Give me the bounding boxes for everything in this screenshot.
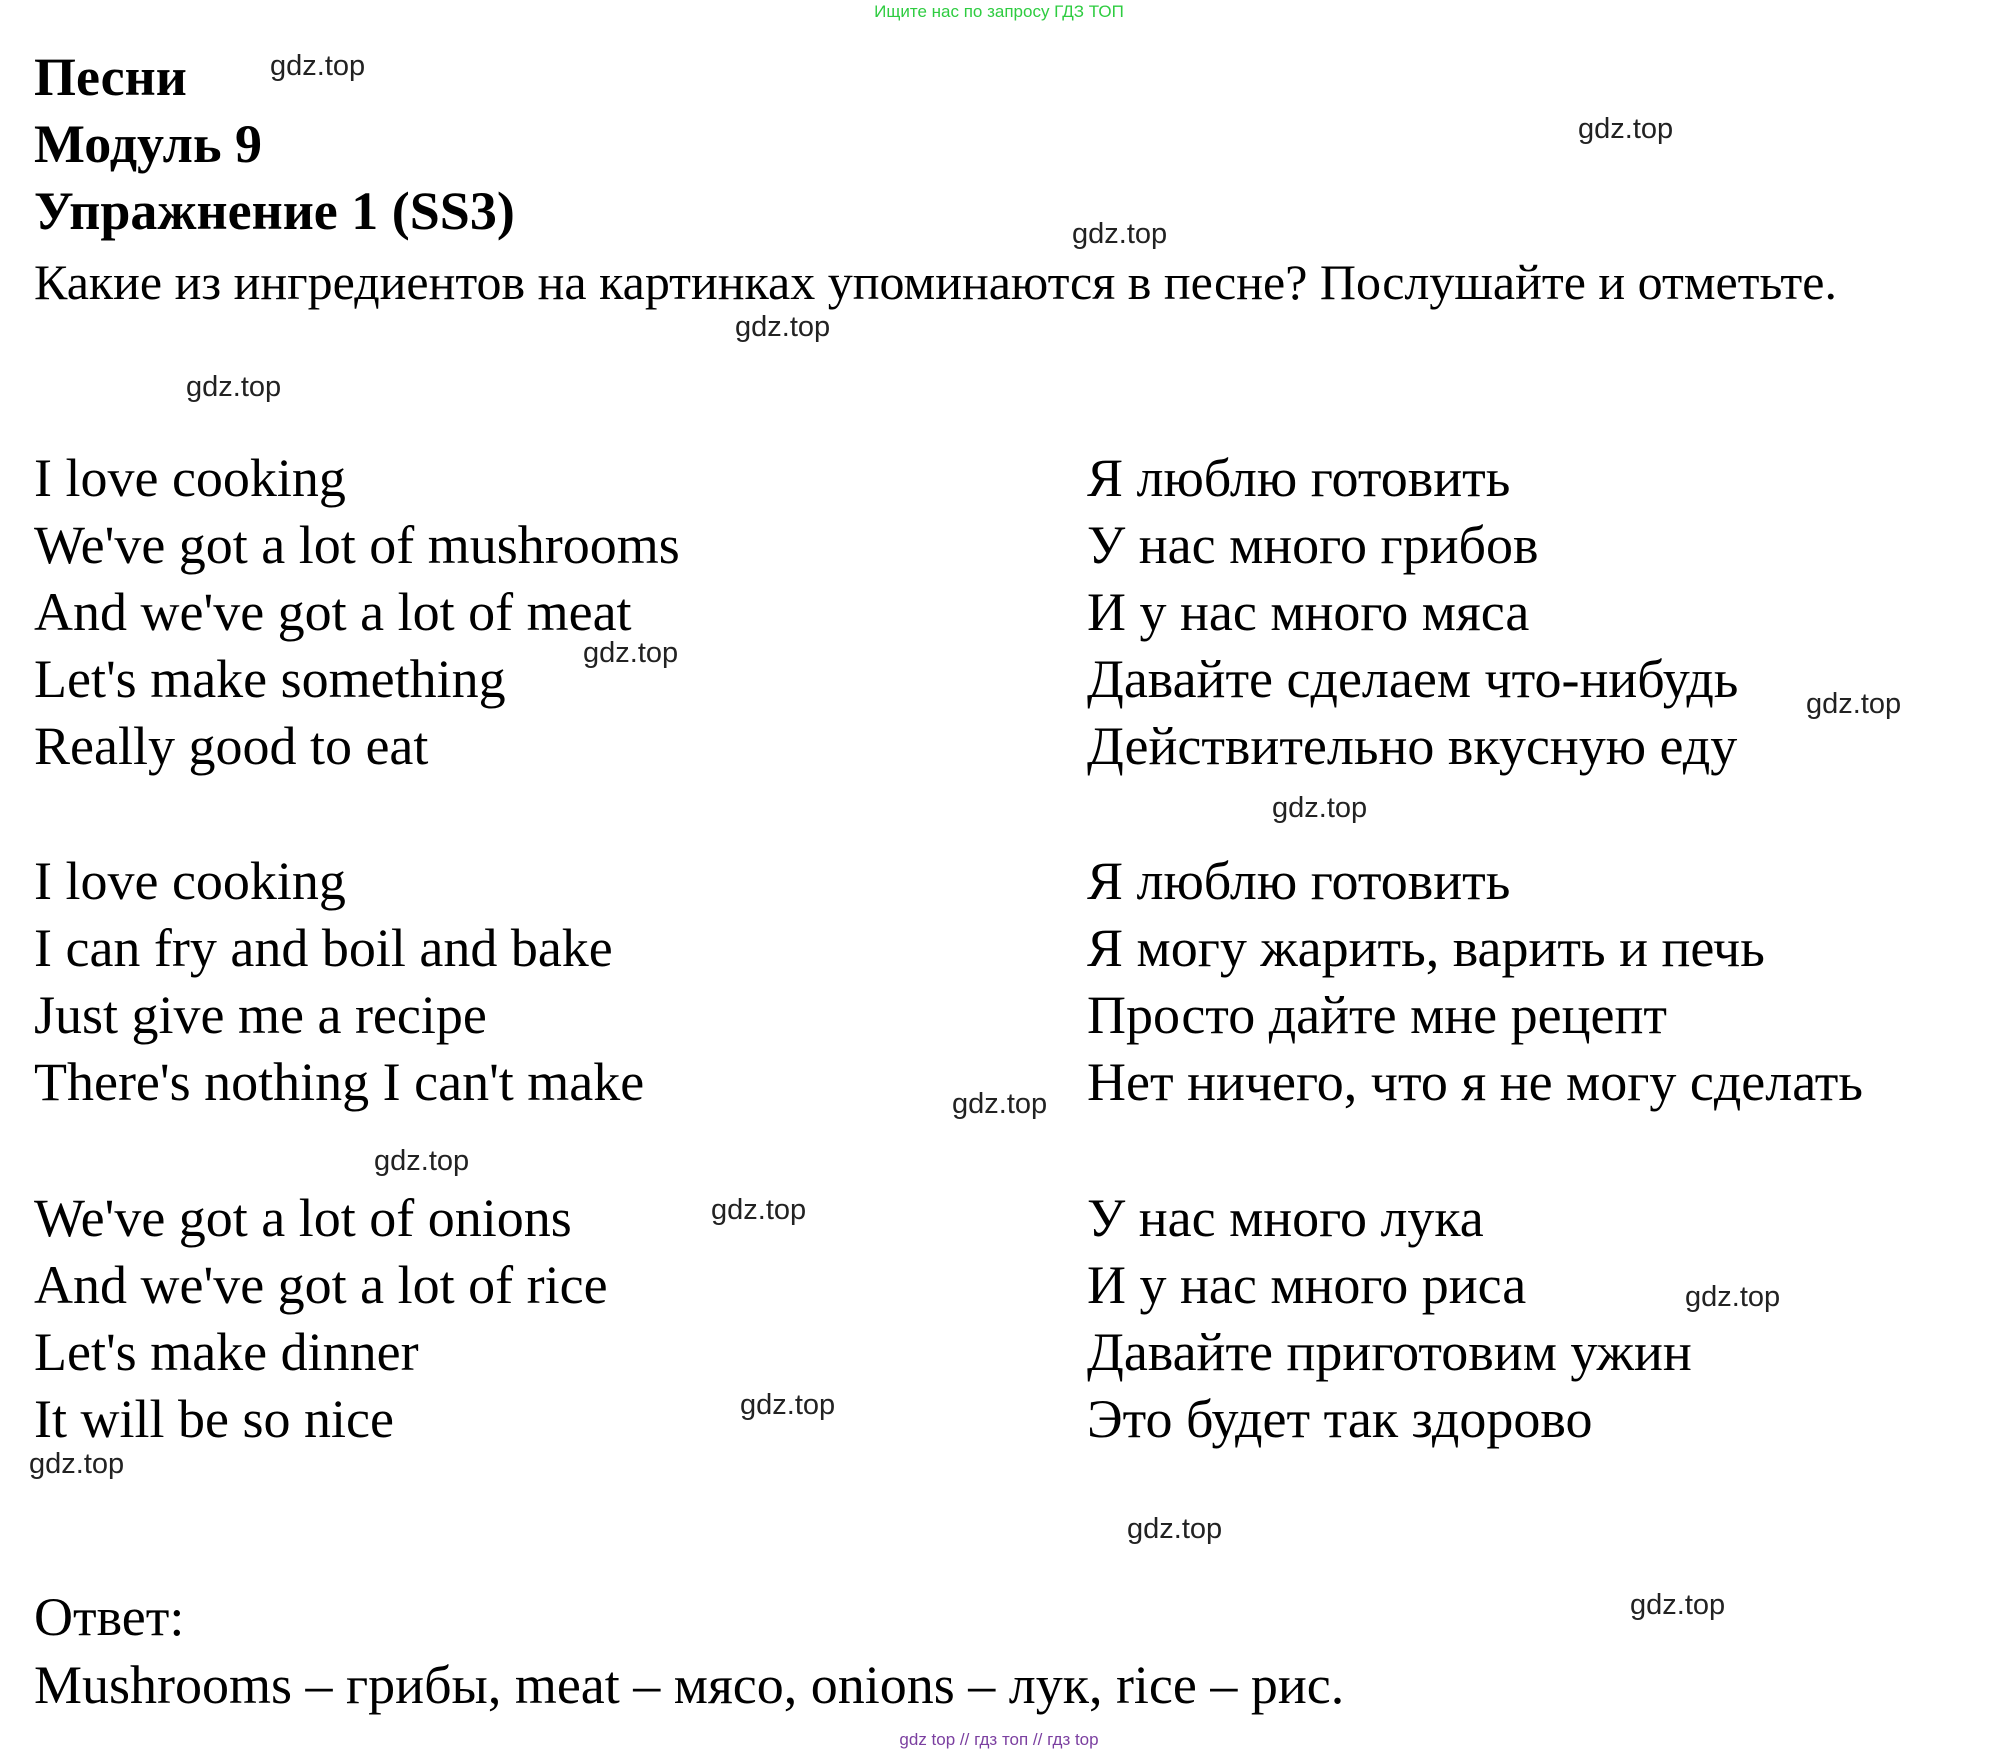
footer-watermark: gdz top // гдз топ // гдз top	[899, 1730, 1099, 1749]
answer-text: Mushrooms – грибы, meat – мясо, onions – лук, rice – рис.	[34, 1655, 1345, 1715]
lyric-line: Я люблю готовить	[1087, 851, 1511, 911]
watermark: gdz.top	[583, 637, 679, 669]
watermark: gdz.top	[711, 1194, 807, 1226]
task-instruction: Какие из ингредиентов на картинках упоминаются в песне? Послушайте и отметьте.	[34, 254, 1837, 310]
lyric-line: Let's make something	[34, 649, 506, 709]
stanza-1-russian	[1087, 445, 1738, 780]
watermark: gdz.top	[1578, 113, 1674, 145]
lyric-line: Я люблю готовить	[1087, 448, 1511, 508]
lyric-line: И у нас много мяса	[1087, 582, 1530, 642]
lyric-line: Let's make dinner	[34, 1322, 419, 1382]
lyric-line: И у нас много риса	[1087, 1255, 1527, 1315]
stanza-3-english	[34, 1185, 608, 1453]
watermark: gdz.top	[1127, 1513, 1223, 1545]
lyric-line: I can fry and boil and bake	[34, 918, 613, 978]
lyric-line: I love cooking	[34, 851, 346, 911]
lyric-line: And we've got a lot of meat	[34, 582, 632, 642]
stanza-3-russian	[1087, 1185, 1692, 1453]
watermark: gdz.top	[952, 1088, 1048, 1120]
stanza-2-russian	[1087, 848, 1863, 1116]
stanza-2-english	[34, 848, 644, 1116]
watermark: gdz.top	[1072, 218, 1168, 250]
lyric-line: Просто дайте мне рецепт	[1087, 985, 1667, 1045]
lyric-line: Нет ничего, что я не могу сделать	[1087, 1052, 1864, 1112]
module-title: Модуль 9	[34, 114, 263, 174]
lyric-line: У нас много грибов	[1087, 515, 1539, 575]
stanza-1-english	[34, 445, 680, 780]
lyric-line: Действительно вкусную еду	[1087, 716, 1738, 776]
watermark: gdz.top	[1685, 1281, 1781, 1313]
watermark: gdz.top	[1806, 688, 1902, 720]
watermark: gdz.top	[1630, 1589, 1726, 1621]
lyric-line: It will be so nice	[34, 1389, 394, 1449]
watermark: gdz.top	[740, 1389, 836, 1421]
watermark: gdz.top	[29, 1448, 125, 1480]
lyric-line: Really good to eat	[34, 716, 429, 776]
lyric-line: Давайте приготовим ужин	[1087, 1322, 1692, 1382]
lyric-line: We've got a lot of onions	[34, 1188, 572, 1248]
watermark: gdz.top	[186, 371, 282, 403]
lyric-line: Just give me a recipe	[34, 985, 487, 1045]
exercise-title: Упражнение 1 (SS3)	[34, 181, 515, 241]
top-banner: Ищите нас по запросу ГДЗ ТОП	[874, 2, 1124, 21]
watermark: gdz.top	[1272, 792, 1368, 824]
lyric-line: У нас много лука	[1087, 1188, 1484, 1248]
watermark: gdz.top	[270, 50, 366, 82]
lyric-line: There's nothing I can't make	[34, 1052, 645, 1112]
lyric-line: I love cooking	[34, 448, 346, 508]
lyric-line: And we've got a lot of rice	[34, 1255, 608, 1315]
lyric-line: Я могу жарить, варить и печь	[1087, 918, 1765, 978]
lyric-line: We've got a lot of mushrooms	[34, 515, 680, 575]
answer-label: Ответ:	[34, 1587, 185, 1647]
lyric-line: Давайте сделаем что-нибудь	[1087, 649, 1739, 709]
watermark: gdz.top	[735, 311, 831, 343]
section-title: Песни	[34, 47, 187, 107]
lyric-line: Это будет так здорово	[1087, 1389, 1593, 1449]
watermark: gdz.top	[374, 1145, 470, 1177]
